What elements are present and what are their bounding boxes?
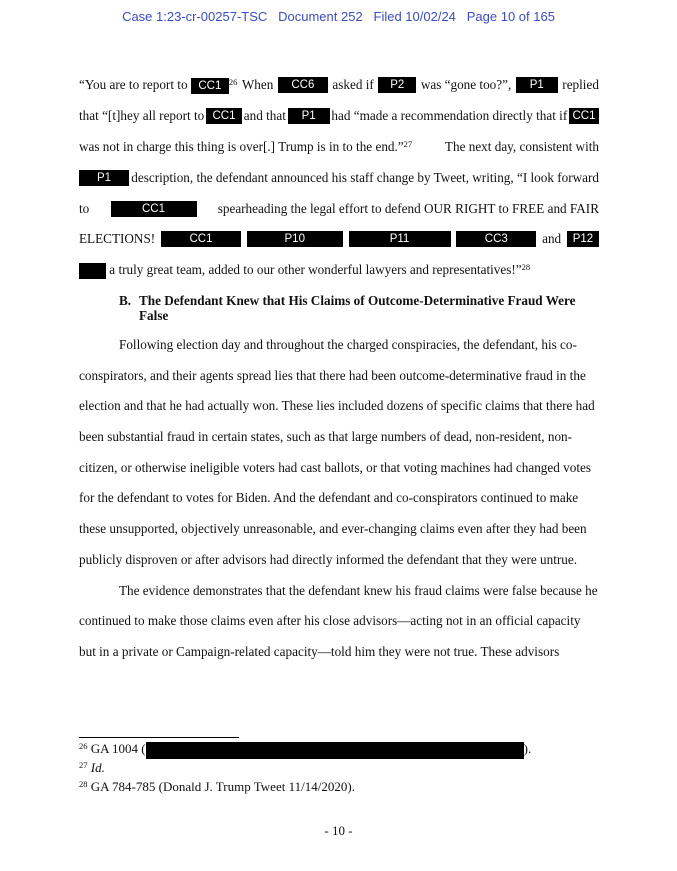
redaction-box: P1: [79, 170, 129, 186]
text: for the defendant to votes for Biden. And the defendant and co-conspirators continued to make: [79, 490, 579, 505]
footnote-text: ).: [523, 741, 532, 756]
text: election and that he had actually won. These lies included dozens of specific claims that there had: [79, 398, 595, 413]
footnote-divider: [79, 737, 239, 738]
para2-line: [79, 612, 599, 630]
text: but in a private or Campaign-related capacity—told him they were not true. These advisors: [79, 644, 560, 659]
text: replied: [562, 77, 599, 92]
redaction-box: [79, 263, 106, 279]
redaction-box: CC1: [161, 231, 241, 247]
redaction-box: CC1: [111, 201, 197, 217]
footnote-ref-28[interactable]: 28: [521, 262, 531, 272]
body-line-6: [79, 230, 599, 248]
para2-line: [79, 643, 599, 661]
footnote-text: GA 1004 (: [90, 741, 146, 756]
redaction-box: P1: [516, 77, 558, 93]
heading-text: The Defendant Knew that His Claims of Outcome-Determinative Fraud Were False: [139, 293, 576, 323]
text: to: [79, 201, 90, 216]
footnote-27: [79, 760, 105, 776]
page-number: - 10 -: [324, 823, 353, 838]
redaction-box: P10: [247, 231, 343, 247]
text: was “gone too?”,: [420, 77, 512, 92]
footnote-text: Id.: [90, 760, 105, 775]
case-header: Case 1:23-cr-00257-TSC Document 252 Filed 10/02/24 Page 10 of 165: [122, 9, 555, 24]
redaction-box: P2: [378, 77, 416, 93]
text: asked if: [332, 77, 374, 92]
footnote-28: [79, 779, 355, 795]
footnote-ref-26[interactable]: 26: [228, 77, 238, 87]
text: “You are to report to: [79, 77, 188, 92]
redaction-box: P11: [349, 231, 451, 247]
para1-line: [79, 551, 577, 569]
body-line-2: [79, 107, 599, 125]
text: description, the defendant announced his staff change by Tweet, writing, “I look forward: [131, 170, 599, 185]
heading-number: B.: [119, 293, 132, 308]
text: continued to make those claims even after his close advisors—acting not in an official capacity: [79, 613, 581, 628]
section-heading: [119, 293, 599, 323]
text: and that: [243, 108, 286, 123]
redaction-box: CC1: [206, 108, 242, 124]
text: Following election day and throughout the charged conspiracies, the defendant, his co-: [119, 337, 577, 352]
body-line-1: [79, 76, 599, 94]
redaction-box: CC3: [456, 231, 536, 247]
redaction-box: CC1: [191, 78, 229, 94]
text: these unsupported, objectively unreasonable, and ever-changing claims even after they had been: [79, 521, 587, 536]
para1-line: [79, 489, 599, 507]
text: citizen, or otherwise ineligible voters had cast ballots, or that voting machines had changed votes: [79, 460, 591, 475]
para1-line: [119, 336, 599, 354]
text: a truly great team, added to our other wonderful lawyers and representatives!”: [109, 262, 522, 277]
footnote-text: GA 784-785 (Donald J. Trump Tweet 11/14/2020).: [90, 779, 355, 794]
para1-line: [79, 397, 599, 415]
text: When: [241, 77, 274, 92]
text: spearheading the legal effort to defend OUR RIGHT to FREE and FAIR: [217, 201, 599, 216]
redaction-box: P1: [288, 108, 330, 124]
text: publicly disproven or after advisors had directly informed the defendant that they were untrue.: [79, 552, 578, 567]
body-line-4: [79, 169, 599, 187]
text: was not in charge this thing is over[.] Trump is in to the end.”: [79, 139, 404, 154]
footnote-26: [79, 741, 531, 759]
para1-line: [79, 367, 599, 385]
text: conspirators, and their agents spread lies that there had been outcome-determinative fraud in the: [79, 368, 586, 383]
para1-line: [79, 428, 599, 446]
redaction-box: [146, 742, 524, 759]
redaction-box: P12: [567, 231, 599, 247]
footnote-number: 28: [79, 779, 88, 789]
body-line-5: [79, 200, 599, 218]
text: ELECTIONS!: [79, 231, 156, 246]
text: The next day, consistent with: [444, 139, 599, 154]
redaction-box: CC1: [569, 108, 599, 124]
para2-line: [119, 582, 599, 600]
text: that “[t]hey all report to: [79, 108, 205, 123]
footnote-number: 26: [79, 741, 88, 751]
text: and: [542, 231, 562, 246]
para1-line: [79, 520, 599, 538]
footnote-ref-27[interactable]: 27: [403, 139, 413, 149]
para1-line: [79, 459, 599, 477]
body-line-7: [79, 261, 530, 279]
text: The evidence demonstrates that the defendant knew his fraud claims were false because he: [119, 583, 598, 598]
text: had “made a recommendation directly that if: [331, 108, 568, 123]
redaction-box: CC6: [278, 77, 328, 93]
body-line-3: [79, 138, 599, 156]
footnote-number: 27: [79, 760, 88, 770]
text: been substantial fraud in certain states, such as that large numbers of dead, non-resident, non-: [79, 429, 573, 444]
